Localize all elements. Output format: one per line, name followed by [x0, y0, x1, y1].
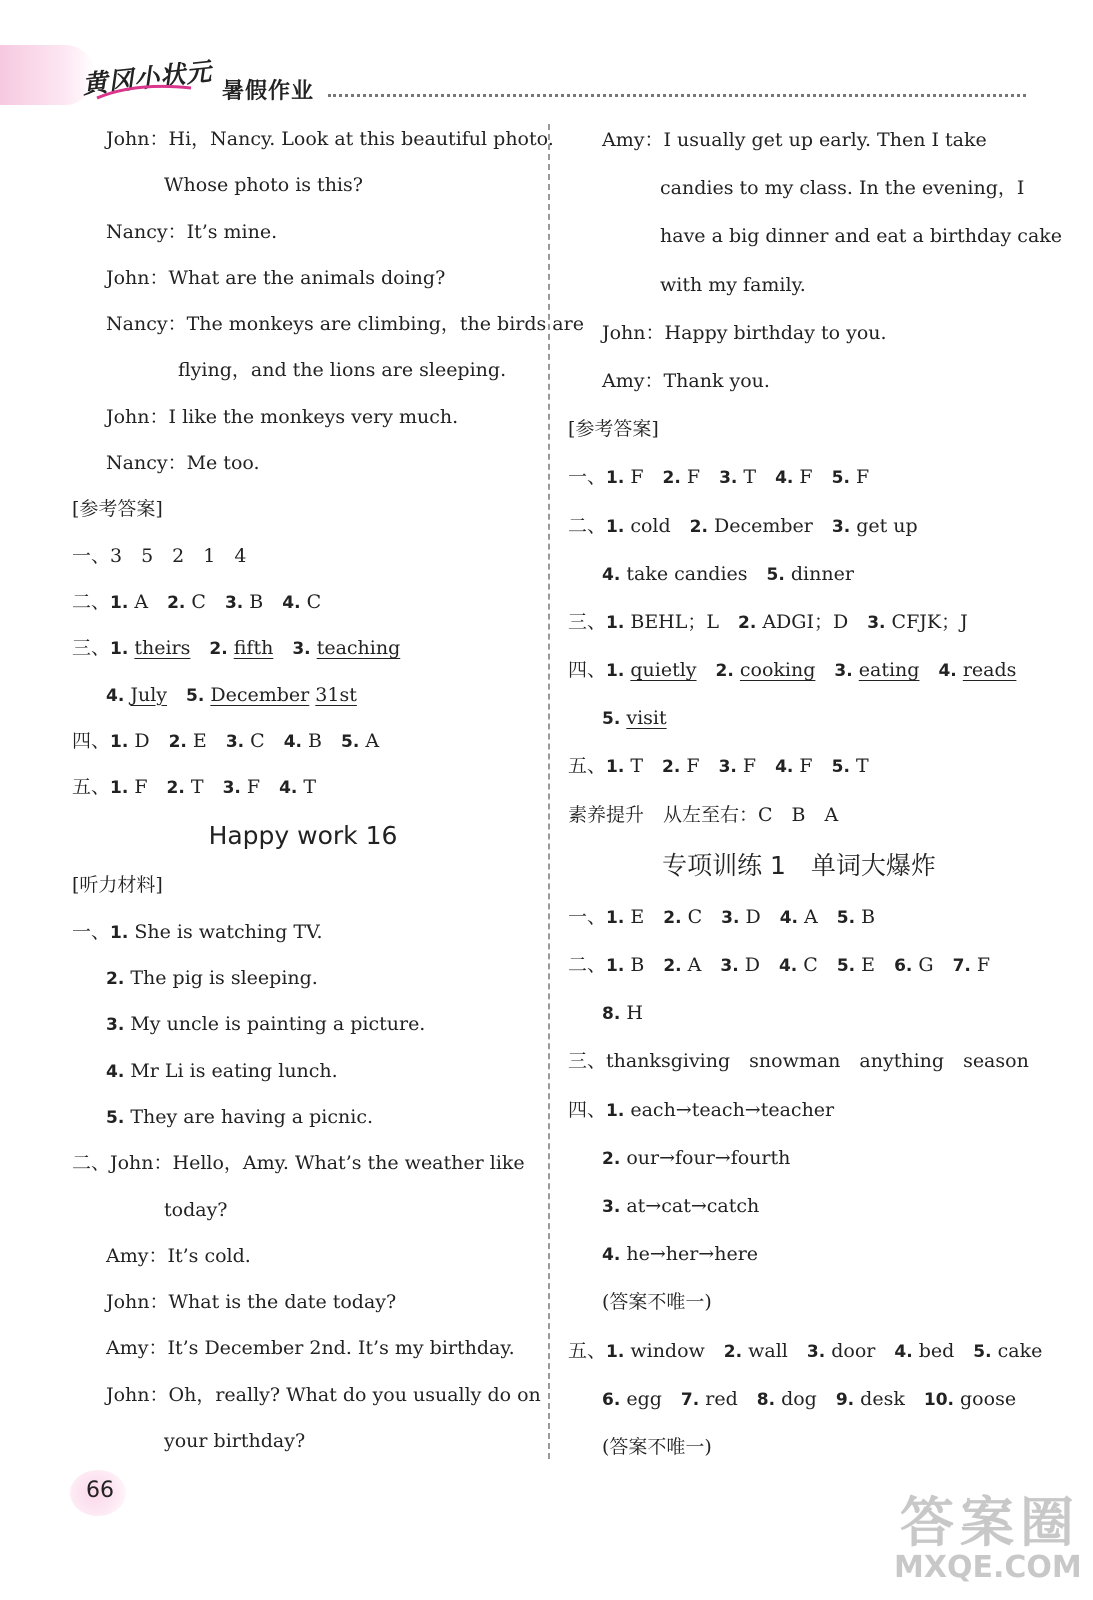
text-segment: dinner	[784, 562, 854, 585]
text-segment: D	[739, 905, 780, 928]
answer-word: July	[130, 683, 168, 706]
item-number: 4.	[779, 907, 798, 928]
text-line	[72, 440, 534, 486]
item-number: 4.	[282, 592, 301, 613]
text-segment: B	[301, 729, 341, 752]
text-segment: F	[128, 776, 167, 799]
item-number: 1.	[110, 592, 129, 613]
text-line	[72, 209, 534, 255]
text-segment: Mr Li is eating lunch.	[124, 1059, 338, 1082]
text-segment: cold	[624, 514, 690, 537]
text-segment: F	[624, 466, 663, 489]
answer-word: reads	[962, 659, 1017, 682]
text-segment: get up	[850, 514, 918, 537]
item-number: 2.	[168, 731, 187, 752]
text-segment: F	[793, 755, 832, 778]
text-segment: dog	[775, 1387, 836, 1410]
text-segment: goose	[953, 1387, 1017, 1410]
text-line	[568, 212, 1063, 260]
text-line	[72, 955, 534, 1001]
header-dotted-rule	[328, 94, 1026, 97]
text-segment: 五、	[568, 755, 607, 778]
text-segment: F	[680, 466, 720, 489]
text-segment: T	[297, 776, 317, 799]
text-segment: [参考答案]	[568, 418, 659, 441]
item-number: 2.	[738, 612, 757, 633]
item-number: 4.	[938, 661, 957, 682]
item-number: 2.	[662, 757, 681, 778]
item-number: 4.	[775, 757, 794, 778]
text-segment: C	[681, 905, 722, 928]
answer-word: teaching	[316, 637, 401, 660]
item-number: 7.	[952, 956, 971, 976]
text-segment: John：What are the animals doing?	[106, 266, 446, 289]
text-line	[72, 764, 534, 810]
text-segment: They are having a picnic.	[124, 1105, 374, 1128]
text-segment: John：Hi，Nancy. Look at this beautiful photo.	[106, 128, 554, 150]
text-segment: T	[849, 755, 869, 778]
text-line	[72, 625, 534, 671]
text-segment: 二、	[568, 954, 607, 976]
text-line	[568, 357, 1030, 405]
text-line	[72, 1187, 534, 1233]
text-line	[72, 162, 534, 208]
text-segment: 五、	[72, 776, 111, 799]
item-number: 3.	[719, 468, 738, 489]
item-number: 4.	[283, 731, 302, 752]
item-number: 2.	[662, 468, 681, 489]
text-line	[568, 598, 1030, 646]
text-line	[568, 1230, 1030, 1278]
item-number: 1.	[110, 922, 129, 943]
answer-word: eating	[858, 659, 920, 682]
text-line	[568, 261, 1030, 309]
text-segment: [听力材料]	[72, 874, 163, 897]
text-line	[72, 1233, 534, 1279]
text-segment: 四、	[568, 659, 607, 682]
text-line	[568, 1375, 1030, 1423]
text-segment: 一、	[72, 920, 111, 943]
text-segment: Amy：It’s December 2nd. It’s my birthday.	[106, 1337, 515, 1360]
text-segment: desk	[854, 1387, 924, 1410]
text-segment: wall	[742, 1339, 807, 1362]
text-segment: Nancy：It’s mine.	[106, 220, 278, 243]
text-segment: G	[912, 954, 953, 976]
text-line	[72, 301, 584, 347]
answer-word: December	[210, 683, 310, 706]
item-number: 8.	[756, 1389, 776, 1410]
text-line	[72, 1094, 534, 1140]
section-title	[72, 810, 534, 862]
item-number: 3.	[867, 612, 886, 633]
text-segment: T	[624, 755, 663, 778]
text-segment	[190, 637, 209, 659]
item-number: 5.	[186, 685, 205, 706]
text-segment: C	[300, 590, 322, 613]
item-number: 5.	[831, 757, 850, 778]
item-number: 5.	[341, 731, 360, 752]
text-segment	[815, 659, 834, 681]
item-number: 3.	[834, 661, 853, 682]
item-number: 2.	[209, 639, 228, 660]
text-line	[568, 1134, 1030, 1182]
section-title	[568, 839, 1030, 893]
text-segment: at→cat→catch	[620, 1194, 760, 1217]
text-segment: A	[797, 905, 837, 928]
text-segment: C	[185, 590, 225, 613]
text-segment: red	[699, 1387, 757, 1410]
text-segment: She is watching TV.	[128, 920, 323, 943]
item-number: 1.	[606, 1100, 625, 1121]
item-number: 1.	[606, 956, 625, 976]
text-segment: candies to my class. In the evening，I	[660, 177, 1025, 200]
text-line	[72, 486, 534, 532]
item-number: 3.	[720, 956, 739, 976]
item-number: 2.	[106, 969, 125, 990]
text-line	[568, 791, 1030, 839]
text-segment: bed	[912, 1339, 974, 1362]
text-segment: (答案不唯一)	[602, 1291, 712, 1314]
text-segment: CFJK；J	[885, 610, 968, 633]
text-line	[72, 1279, 534, 1325]
text-segment: 五、	[568, 1339, 607, 1362]
text-segment: 一、	[568, 466, 607, 489]
text-segment: My uncle is painting a picture.	[124, 1013, 426, 1036]
item-number: 5.	[836, 956, 856, 976]
text-segment: 二、	[72, 590, 111, 613]
watermark-text: 答案圈	[900, 1491, 1080, 1554]
text-segment	[919, 659, 938, 681]
text-line	[72, 1140, 534, 1186]
text-segment: F	[970, 954, 991, 976]
text-line	[72, 1325, 534, 1371]
item-number: 3.	[806, 1341, 826, 1362]
answer-word: theirs	[134, 637, 191, 660]
text-segment: [参考答案]	[72, 498, 163, 521]
text-line	[568, 1182, 1030, 1230]
item-number: 5.	[973, 1341, 992, 1362]
text-line	[568, 1278, 1030, 1326]
text-line	[568, 1037, 1030, 1085]
text-segment: T	[184, 776, 223, 799]
left-column	[72, 116, 584, 1464]
item-number: 1.	[606, 661, 625, 682]
text-segment: flying，and the lions are sleeping.	[178, 359, 507, 382]
text-segment: Nancy：The monkeys are climbing，the birds are	[106, 313, 584, 336]
text-segment: 一、3 5 2 1 4	[72, 544, 247, 567]
item-number: 6.	[602, 1389, 621, 1410]
text-segment: F	[240, 776, 280, 799]
text-line	[568, 116, 1030, 164]
item-number: 1.	[606, 468, 625, 489]
item-number: 3.	[224, 592, 244, 613]
text-segment: F	[849, 466, 870, 489]
item-number: 3.	[225, 731, 245, 752]
text-segment: C	[244, 729, 284, 752]
item-number: 5.	[766, 564, 785, 585]
text-segment: 二、	[568, 514, 607, 537]
text-segment: 素养提升 从左至右：C B A	[568, 803, 839, 826]
text-line	[72, 533, 534, 579]
text-segment: John：I like the monkeys very much.	[106, 405, 459, 428]
text-line	[568, 941, 1030, 989]
text-line	[72, 1372, 541, 1418]
text-line	[568, 1327, 1043, 1375]
text-line	[568, 550, 1030, 598]
item-number: 1.	[606, 612, 625, 633]
text-segment: John：Happy birthday to you.	[602, 321, 887, 344]
text-segment: Amy：Thank you.	[602, 369, 770, 392]
logo-swoosh-icon	[95, 80, 195, 104]
text-line	[568, 742, 1030, 790]
item-number: 4.	[778, 956, 798, 976]
item-number: 1.	[606, 757, 625, 778]
text-segment: The pig is sleeping.	[124, 967, 318, 990]
text-segment: ADGI；D	[756, 610, 868, 633]
text-line	[72, 1418, 534, 1464]
text-segment: December	[707, 514, 832, 537]
item-number: 4.	[106, 685, 125, 706]
text-segment: window	[624, 1339, 724, 1362]
item-number: 10.	[923, 1389, 954, 1410]
text-segment: take candies	[620, 562, 767, 585]
text-segment: 四、	[568, 1098, 607, 1121]
text-segment: he→her→here	[620, 1243, 759, 1266]
item-number: 1.	[110, 639, 129, 660]
text-line	[568, 164, 1030, 212]
text-line	[568, 405, 1030, 453]
answer-word: 31st	[315, 683, 357, 706]
text-segment	[273, 637, 292, 659]
item-number: 3.	[222, 778, 241, 799]
text-segment: E	[186, 729, 226, 752]
text-segment: Nancy：Me too.	[106, 452, 260, 475]
text-segment: F	[793, 466, 832, 489]
item-number: 1.	[606, 516, 625, 537]
item-number: 2.	[167, 592, 186, 613]
text-segment: B	[855, 905, 876, 928]
text-segment: cake	[991, 1339, 1043, 1362]
text-segment: 三、	[568, 610, 607, 633]
text-segment: 专项训练 1 单词大爆炸	[662, 850, 936, 880]
text-segment	[167, 684, 186, 706]
column-divider	[548, 124, 550, 1459]
text-line	[72, 672, 534, 718]
item-number: 4.	[279, 778, 298, 799]
text-segment: A	[681, 954, 721, 976]
text-segment: B	[624, 954, 664, 976]
text-segment: E	[855, 954, 895, 976]
text-segment: D	[738, 954, 779, 976]
text-line	[72, 862, 534, 908]
text-segment: each→teach→teacher	[624, 1098, 835, 1121]
item-number: 3.	[292, 639, 311, 660]
text-line	[568, 893, 1030, 941]
text-segment: (答案不唯一)	[602, 1435, 712, 1458]
text-segment: T	[737, 466, 776, 489]
item-number: 4.	[775, 468, 794, 489]
text-line	[72, 116, 554, 162]
text-line	[568, 989, 1030, 1037]
text-line	[72, 394, 534, 440]
item-number: 5.	[106, 1107, 125, 1128]
answer-word: quietly	[630, 659, 697, 682]
text-segment: John：Oh，really? What do you usually do on	[106, 1383, 541, 1406]
text-segment: Happy work 16	[208, 821, 398, 851]
text-line	[72, 1001, 534, 1047]
text-segment: Amy：It’s cold.	[106, 1244, 251, 1267]
text-segment: D	[128, 729, 169, 752]
text-line	[568, 694, 1030, 742]
header-title: 暑假作业	[222, 79, 315, 104]
item-number: 2.	[723, 1341, 743, 1362]
text-segment: today?	[164, 1198, 228, 1221]
text-segment: A	[359, 729, 380, 752]
item-number: 4.	[106, 1061, 125, 1082]
text-segment: B	[243, 590, 283, 613]
text-segment: our→four→fourth	[620, 1146, 791, 1169]
text-segment: H	[620, 1002, 643, 1025]
item-number: 3.	[831, 516, 851, 537]
item-number: 4.	[602, 564, 621, 585]
text-segment: A	[128, 590, 168, 613]
item-number: 1.	[110, 731, 129, 752]
text-segment: 三、	[72, 637, 111, 660]
text-segment: your birthday?	[164, 1430, 306, 1453]
item-number: 3.	[718, 757, 737, 778]
text-segment: door	[825, 1339, 895, 1362]
text-line	[568, 309, 1030, 357]
text-segment: F	[736, 755, 776, 778]
text-segment: egg	[620, 1387, 681, 1410]
answer-word: cooking	[739, 659, 816, 682]
text-segment: E	[624, 905, 664, 928]
text-segment: 三、thanksgiving snowman anything season	[568, 1050, 1029, 1073]
item-number: 4.	[894, 1341, 913, 1362]
text-segment: C	[797, 954, 837, 976]
item-number: 3.	[106, 1015, 125, 1036]
item-number: 1.	[110, 778, 129, 799]
text-line	[72, 347, 534, 393]
text-line	[568, 646, 1030, 694]
item-number: 6.	[894, 956, 913, 976]
text-segment: Amy：I usually get up early. Then I take	[602, 129, 987, 151]
item-number: 1.	[606, 907, 625, 928]
text-segment: have a big dinner and eat a birthday cake	[660, 225, 1063, 248]
item-number: 5.	[831, 468, 850, 489]
answer-word: fifth	[233, 637, 274, 660]
item-number: 7.	[680, 1389, 700, 1410]
text-segment: BEHL；L	[624, 610, 738, 633]
answer-word: visit	[626, 707, 667, 730]
watermark-url: MXQE.COM	[894, 1550, 1082, 1585]
text-segment: with my family.	[660, 273, 806, 296]
text-segment: 一、	[568, 905, 607, 928]
text-line	[568, 1086, 1030, 1134]
item-number: 2.	[689, 516, 708, 537]
text-line	[72, 1048, 534, 1094]
text-line	[568, 453, 1030, 501]
brand-logo: 黄冈小状元	[81, 56, 214, 100]
item-number: 3.	[602, 1196, 621, 1217]
item-number: 1.	[606, 1341, 625, 1362]
item-number: 2.	[663, 956, 682, 976]
item-number: 2.	[166, 778, 185, 799]
page-number: 66	[86, 1478, 114, 1503]
text-segment: Whose photo is this?	[164, 174, 363, 197]
page-number-badge	[70, 1470, 126, 1516]
text-segment: John：What is the date today?	[106, 1291, 397, 1314]
item-number: 2.	[663, 907, 682, 928]
item-number: 5.	[836, 907, 856, 928]
text-line	[72, 579, 534, 625]
text-line	[72, 909, 534, 955]
watermark	[892, 1480, 1082, 1592]
item-number: 5.	[602, 709, 621, 730]
text-line	[72, 718, 534, 764]
item-number: 2.	[602, 1148, 621, 1169]
item-number: 3.	[721, 907, 740, 928]
item-number: 9.	[835, 1389, 855, 1410]
item-number: 4.	[602, 1245, 621, 1266]
text-line	[568, 502, 1030, 550]
item-number: 8.	[602, 1004, 621, 1025]
page-header	[0, 0, 1093, 110]
right-column	[568, 116, 1063, 1471]
text-segment: 二、John：Hello，Amy. What’s the weather like	[72, 1152, 525, 1175]
text-line	[72, 255, 534, 301]
text-segment: 四、	[72, 729, 111, 752]
text-segment	[697, 659, 716, 681]
text-segment: F	[680, 755, 719, 778]
item-number: 2.	[715, 661, 734, 682]
text-line	[568, 1423, 1030, 1471]
